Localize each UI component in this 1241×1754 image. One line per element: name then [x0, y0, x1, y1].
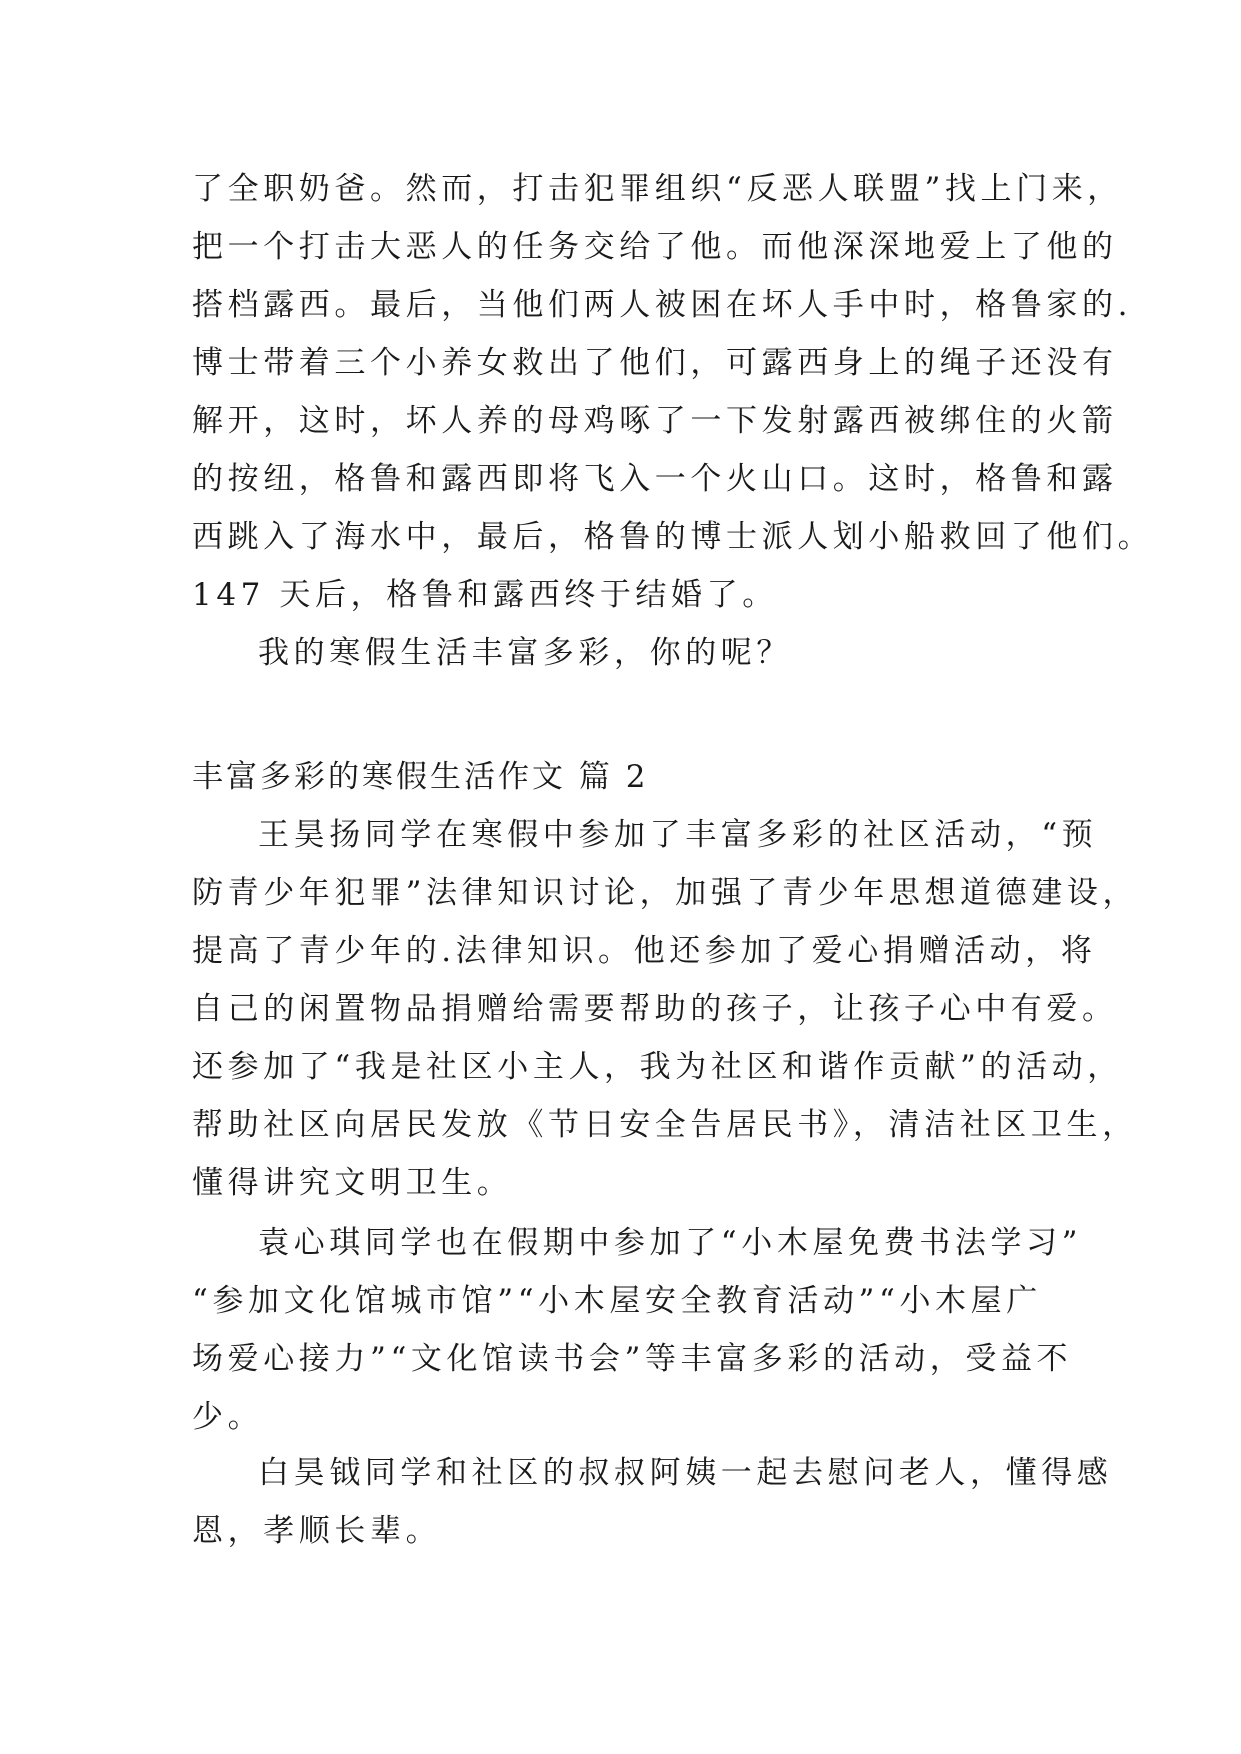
- paragraph-line: 我的寒假生活丰富多彩，你的呢？: [258, 635, 792, 671]
- paragraph-line: 把一个打击大恶人的任务交给了他。而他深深地爱上了他的: [192, 229, 1118, 265]
- paragraph-line: 西跳入了海水中，最后，格鲁的博士派人划小船救回了他们。: [192, 519, 1154, 555]
- section-title: [192, 748, 1072, 806]
- paragraph-line: 还参加了“我是社区小主人，我为社区和谐作贡献”的活动，: [192, 1049, 1123, 1085]
- paragraph-line: 白昊钺同学和社区的叔叔阿姨一起去慰问老人，懂得感: [258, 1455, 1113, 1491]
- paragraph-line: 场爱心接力”“文化馆读书会”等丰富多彩的活动，受益不: [192, 1341, 1073, 1377]
- paragraph-line: 解开，这时，坏人养的母鸡啄了一下发射露西被绑住的火箭: [192, 403, 1118, 439]
- paragraph-line: 提高了青少年的.法律知识。他还参加了爱心捐赠活动，将: [192, 933, 1097, 969]
- paragraph-line: “参加文化馆城市馆”“小木屋安全教育活动”“小木屋广: [192, 1283, 1042, 1319]
- paragraph-line: 147 天后，格鲁和露西终于结婚了。: [192, 577, 778, 613]
- closing-paragraph: [192, 624, 1072, 682]
- paragraph-line: 王昊扬同学在寒假中参加了丰富多彩的社区活动，“预: [258, 817, 1098, 853]
- section-title-text: 丰富多彩的寒假生活作文 篇 2: [192, 759, 649, 795]
- paragraph-line: 的按纽，格鲁和露西即将飞入一个火山口。这时，格鲁和露: [192, 461, 1118, 497]
- paragraph-line: 少。: [192, 1399, 264, 1435]
- paragraph-line: 自己的闲置物品捐赠给需要帮助的孩子，让孩子心中有爱。: [192, 991, 1118, 1027]
- paragraph-line: 了全职奶爸。然而，打击犯罪组织“反恶人联盟”找上门来，: [192, 171, 1123, 207]
- paragraph-line: 防青少年犯罪”法律知识讨论，加强了青少年思想道德建设，: [192, 875, 1139, 911]
- paragraph-line: 帮助社区向居民发放《节日安全告居民书》，清洁社区卫生，: [192, 1107, 1138, 1143]
- continuation-paragraph: [192, 160, 1154, 624]
- paragraph-yuan: [192, 1214, 1083, 1446]
- paragraph-line: 懂得讲究文明卫生。: [192, 1165, 513, 1201]
- paragraph-line: 博士带着三个小养女救出了他们，可露西身上的绳子还没有: [192, 345, 1118, 381]
- paragraph-line: 袁心琪同学也在假期中参加了“小木屋免费书法学习”: [258, 1225, 1083, 1261]
- paragraph-wang: [192, 806, 1139, 1212]
- paragraph-bai: [192, 1444, 1113, 1560]
- paragraph-line: 恩，孝顺长辈。: [192, 1513, 442, 1549]
- paragraph-line: 搭档露西。最后，当他们两人被困在坏人手中时，格鲁家的.: [192, 287, 1133, 323]
